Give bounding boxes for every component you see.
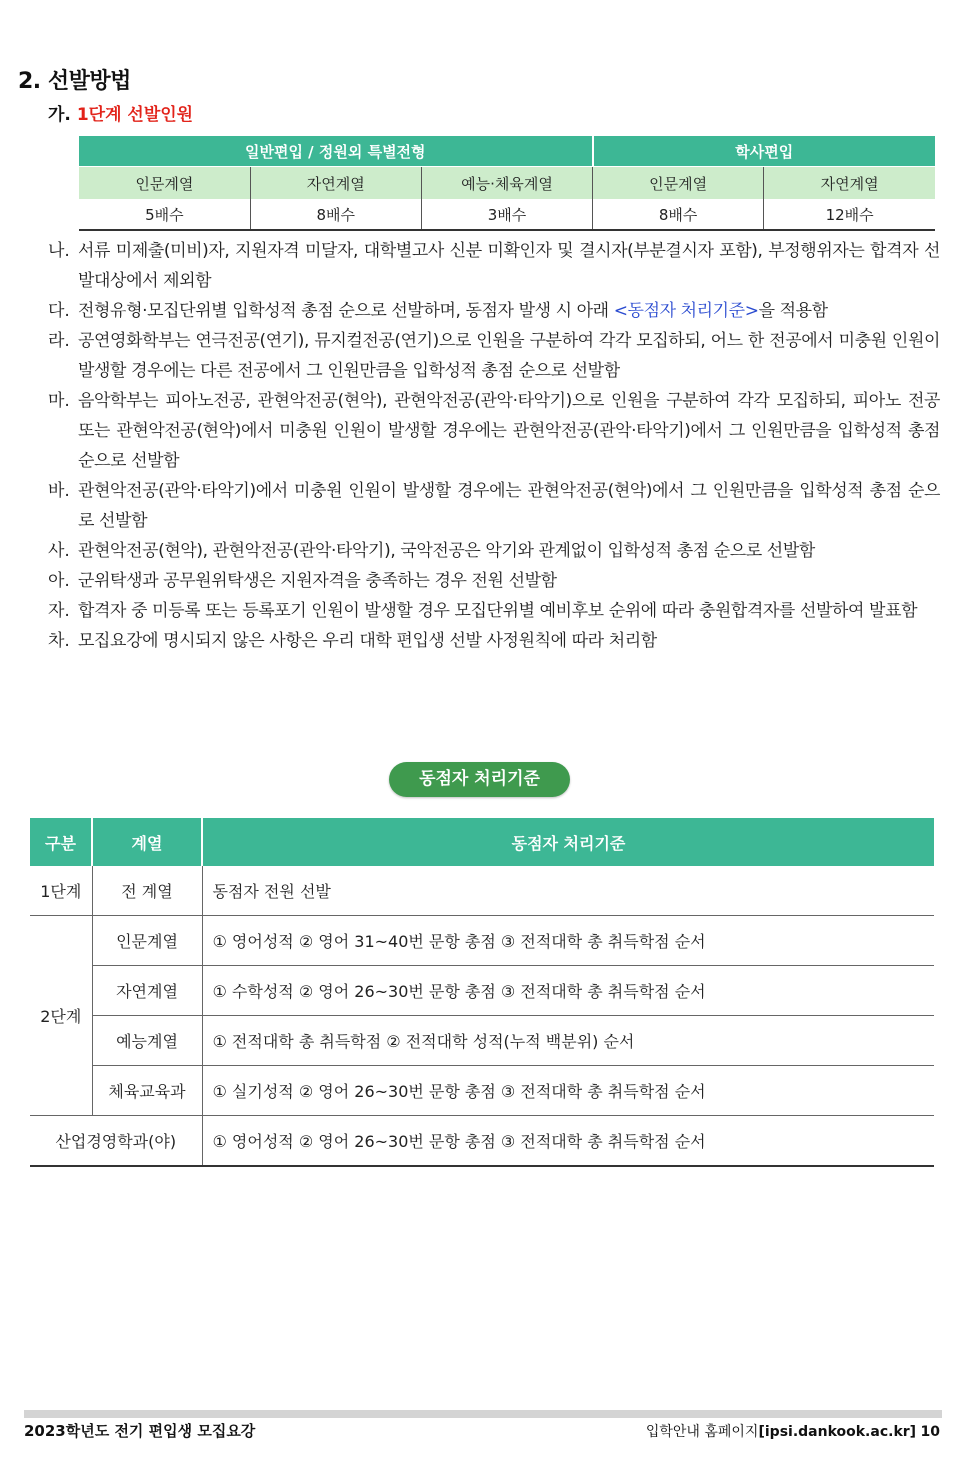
item-marker: 나.: [48, 241, 70, 261]
group-header-general: 일반편입 / 정원외 특별전형: [79, 136, 593, 167]
item-text-part: 전형유형·모집단위별 입학성적 총점 순으로 선발하며, 동점자 발생 시 아래: [78, 301, 614, 321]
list-item: [48, 476, 940, 536]
footer-info: [646, 1421, 940, 1441]
column-header: 인문계열: [79, 167, 250, 200]
stage1-quota-table: [79, 136, 935, 231]
column-header: 자연계열: [764, 167, 935, 200]
subsection-title: [48, 100, 193, 125]
stage-cell: 2단계: [30, 916, 92, 1116]
group-header-bachelor: 학사편입: [593, 136, 935, 167]
quota-cell: 12배수: [764, 199, 935, 230]
item-marker: 마.: [48, 391, 70, 411]
subsection-marker: 가.: [48, 105, 71, 125]
item-text: 공연영화학부는 연극전공(연기), 뮤지컬전공(연기)으로 인원을 구분하여 각각 모집하되, 어느 한 전공에서 미충원 인원이 발생할 경우에는 다른 전공에서 그 인원만큼을 입학성적 총점 순으로 선발함: [78, 331, 940, 381]
field-cell: 인문계열: [92, 916, 202, 966]
tie-rule-table: [30, 818, 934, 1167]
item-text: 음악학부는 피아노전공, 관현악전공(현악), 관현악전공(관악·타악기)으로 인원을 구분하여 각각 모집하되, 피아노 전공 또는 관현악전공(현악)에서 미충원 인원이 발생할 경우에는 관현악전공(관악·타악기)에서 그 인원만큼을 입학성적 총점 순으로 선발함: [78, 391, 940, 471]
item-marker: 차.: [48, 631, 70, 651]
item-text: 합격자 중 미등록 또는 등록포기 인원이 발생할 경우 모집단위별 예비후보 순위에 따라 충원합격자를 선발하여 발표함: [78, 601, 918, 621]
list-item: [48, 626, 940, 656]
rules-list: [48, 236, 940, 656]
rule-cell: ① 실기성적 ② 영어 26~30번 문항 총점 ③ 전적대학 총 취득학점 순서: [202, 1066, 934, 1116]
column-header: 계열: [92, 818, 202, 866]
field-cell: 자연계열: [92, 966, 202, 1016]
rule-cell: ① 전적대학 총 취득학점 ② 전적대학 성적(누적 백분위) 순서: [202, 1016, 934, 1066]
column-header: 자연계열: [250, 167, 421, 200]
list-item: [48, 386, 940, 476]
footer-homepage-label: 입학안내 홈페이지: [645, 1424, 759, 1440]
item-marker: 사.: [48, 541, 70, 561]
item-text: 군위탁생과 공무원위탁생은 지원자격을 충족하는 경우 전원 선발함: [78, 571, 557, 591]
footer-document-title: 2023학년도 전기 편입생 모집요강: [24, 1422, 256, 1440]
item-text: [78, 296, 940, 326]
item-text: 모집요강에 명시되지 않은 사항은 우리 대학 편입생 선발 사정원칙에 따라 처리함: [78, 631, 657, 651]
column-header: 구분: [30, 818, 92, 866]
list-item: [48, 236, 940, 296]
section-title: 2. 선발방법: [18, 69, 131, 94]
column-header: 예능·체육계열: [421, 167, 592, 200]
stage-cell: 1단계: [30, 866, 92, 916]
item-text: 관현악전공(현악), 관현악전공(관악·타악기), 국악전공은 악기와 관계없이 입학성적 총점 순으로 선발함: [78, 541, 815, 561]
item-marker: 자.: [48, 601, 70, 621]
item-text-part: 을 적용함: [758, 301, 828, 321]
quota-cell: 8배수: [593, 199, 764, 230]
rule-cell: ① 영어성적 ② 영어 26~30번 문항 총점 ③ 전적대학 총 취득학점 순서: [202, 1116, 934, 1167]
item-marker: 라.: [48, 331, 70, 351]
footer-homepage-link[interactable]: [ipsi.dankook.ac.kr]: [758, 1424, 917, 1440]
subsection-label: 1단계 선발인원: [76, 105, 194, 125]
list-item: [48, 536, 940, 566]
item-text: 관현악전공(관악·타악기)에서 미충원 인원이 발생할 경우에는 관현악전공(현악)에서 그 인원만큼을 입학성적 총점 순으로 선발함: [78, 481, 940, 531]
list-item: [48, 596, 940, 626]
rule-cell: ① 수학성적 ② 영어 26~30번 문항 총점 ③ 전적대학 총 취득학점 순서: [202, 966, 934, 1016]
quota-cell: 5배수: [79, 199, 250, 230]
field-cell: 산업경영학과(야): [30, 1116, 202, 1167]
item-marker: 아.: [48, 571, 70, 591]
rule-cell: ① 영어성적 ② 영어 31~40번 문항 총점 ③ 전적대학 총 취득학점 순서: [202, 916, 934, 966]
tie-rule-title-badge: 동점자 처리기준: [389, 762, 570, 797]
field-cell: 체육교육과: [92, 1066, 202, 1116]
tie-rule-link[interactable]: <동점자 처리기준>: [613, 301, 759, 321]
quota-cell: 8배수: [250, 199, 421, 230]
column-header: 동점자 처리기준: [202, 818, 934, 866]
item-marker: 바.: [48, 481, 70, 501]
list-item: [48, 566, 940, 596]
item-text: 서류 미제출(미비)자, 지원자격 미달자, 대학별고사 신분 미확인자 및 결시자(부분결시자 포함), 부정행위자는 합격자 선발대상에서 제외함: [78, 241, 940, 291]
column-header: 인문계열: [593, 167, 764, 200]
list-item: [48, 296, 940, 326]
rule-cell: 동점자 전원 선발: [202, 866, 934, 916]
page-number: 10: [920, 1424, 940, 1440]
list-item: [48, 326, 940, 386]
field-cell: 전 계열: [92, 866, 202, 916]
item-marker: 다.: [48, 301, 70, 321]
footer-divider: [24, 1410, 942, 1418]
quota-cell: 3배수: [421, 199, 592, 230]
field-cell: 예능계열: [92, 1016, 202, 1066]
